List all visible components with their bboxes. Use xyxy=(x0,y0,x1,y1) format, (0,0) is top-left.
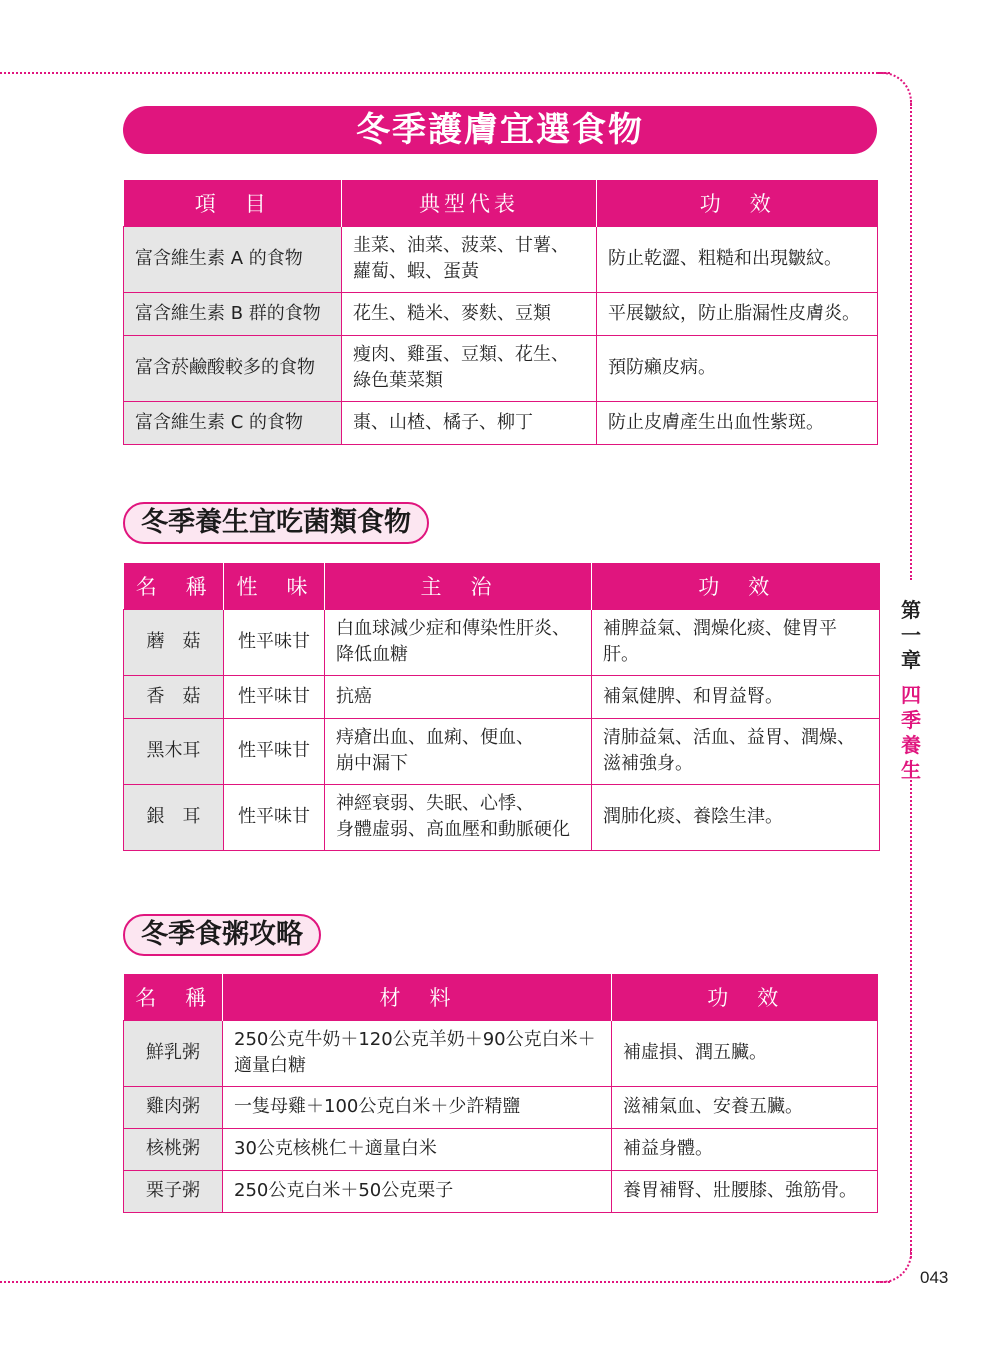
effect-cell: 防止乾澀、粗糙和出現皺紋。 xyxy=(597,226,878,292)
effect-cell: 平展皺紋，防止脂漏性皮膚炎。 xyxy=(597,292,878,335)
table-row xyxy=(124,675,880,718)
item-cell: 富含維生素 C 的食物 xyxy=(124,401,342,444)
cell-line: 250公克白米＋50公克栗子 xyxy=(234,1180,454,1201)
congee-table xyxy=(123,974,878,1213)
table-row xyxy=(124,292,878,335)
cell-line: 滋補強身。 xyxy=(603,753,693,774)
treats-cell xyxy=(325,718,592,784)
treats-cell xyxy=(325,784,592,850)
table-row xyxy=(124,718,880,784)
cell-line: 痔瘡出血、血痢、便血、 xyxy=(336,727,534,748)
table-header-row xyxy=(124,180,878,226)
cell-line: 綠色葉菜類 xyxy=(353,370,443,391)
cell-line: 白血球減少症和傳染性肝炎、 xyxy=(336,618,570,639)
fungi-table xyxy=(123,563,880,851)
cell-line: 適量白糖 xyxy=(234,1055,306,1076)
cell-line: 250公克牛奶＋120公克羊奶＋90公克白米＋ xyxy=(234,1029,596,1050)
nature-cell: 性平味甘 xyxy=(224,609,325,675)
season-char: 季 xyxy=(901,708,921,732)
cell-line: 花生、糙米、麥麩、豆類 xyxy=(353,302,551,324)
effect-cell: 補虛損、潤五臟。 xyxy=(612,1020,878,1086)
frame-corner-top xyxy=(878,72,912,106)
cell-line: 清肺益氣、活血、益胃、潤燥、 xyxy=(603,727,855,748)
table-row xyxy=(124,401,878,444)
table-row xyxy=(124,1086,878,1128)
ingredients-cell xyxy=(223,1086,612,1128)
nature-cell: 性平味甘 xyxy=(224,718,325,784)
page-number: 043 xyxy=(920,1268,949,1287)
chapter-side-tab xyxy=(897,598,925,783)
item-cell: 富含維生素 B 群的食物 xyxy=(124,292,342,335)
item-cell: 富含維生素 A 的食物 xyxy=(124,226,342,292)
effect-cell xyxy=(592,718,880,784)
effect-cell: 補益身體。 xyxy=(612,1128,878,1170)
column-header: 名 稱 xyxy=(124,974,223,1020)
column-header: 材 料 xyxy=(223,974,612,1020)
treats-cell xyxy=(325,609,592,675)
frame-border-right-lower xyxy=(910,772,912,1258)
table-header-row xyxy=(124,563,880,609)
effect-cell xyxy=(592,609,880,675)
name-cell: 鮮乳粥 xyxy=(124,1020,223,1086)
frame-corner-bottom xyxy=(878,1250,912,1283)
examples-cell xyxy=(342,401,597,444)
cell-line: 瘦肉、雞蛋、豆類、花生、 xyxy=(353,344,569,365)
nature-cell: 性平味甘 xyxy=(224,675,325,718)
ingredients-cell xyxy=(223,1020,612,1086)
cell-line: 一隻母雞＋100公克白米＋少許精鹽 xyxy=(234,1096,521,1117)
table-header-row xyxy=(124,974,878,1020)
column-header: 項 目 xyxy=(124,180,342,226)
table-row xyxy=(124,1128,878,1170)
cell-line: 棗、山楂、橘子、柳丁 xyxy=(353,411,533,433)
table-row xyxy=(124,784,880,850)
table-row xyxy=(124,335,878,401)
chapter-char: 一 xyxy=(901,623,921,647)
table-row xyxy=(124,1170,878,1212)
name-cell: 黑木耳 xyxy=(124,718,224,784)
chapter-char: 章 xyxy=(901,648,921,672)
table-row xyxy=(124,609,880,675)
cell-line: 降低血糖 xyxy=(336,644,408,665)
name-cell: 栗子粥 xyxy=(124,1170,223,1212)
column-header: 功 效 xyxy=(612,974,878,1020)
skin-foods-table xyxy=(123,180,878,445)
name-cell: 雞肉粥 xyxy=(124,1086,223,1128)
season-char: 養 xyxy=(901,733,921,757)
table-row xyxy=(124,226,878,292)
column-header: 性 味 xyxy=(224,563,325,609)
cell-line: 30公克核桃仁＋適量白米 xyxy=(234,1138,437,1159)
ingredients-cell xyxy=(223,1128,612,1170)
section-title-fungi: 冬季養生宜吃菌類食物 xyxy=(123,502,429,544)
table-row xyxy=(124,1020,878,1086)
cell-line: 神經衰弱、失眠、心悸、 xyxy=(336,793,534,814)
frame-border-bottom xyxy=(0,1281,890,1283)
cell-line: 身體虛弱、高血壓和動脈硬化 xyxy=(336,819,570,840)
effect-cell xyxy=(592,784,880,850)
column-header: 功 效 xyxy=(592,563,880,609)
main-banner-title: 冬季護膚宜選食物 xyxy=(123,106,877,154)
effect-cell: 預防癩皮病。 xyxy=(597,335,878,401)
frame-border-right xyxy=(910,100,912,580)
column-header: 主 治 xyxy=(325,563,592,609)
examples-cell xyxy=(342,335,597,401)
examples-cell xyxy=(342,226,597,292)
column-header: 典型代表 xyxy=(342,180,597,226)
name-cell: 香 菇 xyxy=(124,675,224,718)
ingredients-cell xyxy=(223,1170,612,1212)
name-cell: 核桃粥 xyxy=(124,1128,223,1170)
season-char: 生 xyxy=(901,758,921,782)
effect-cell: 滋補氣血、安養五臟。 xyxy=(612,1086,878,1128)
nature-cell: 性平味甘 xyxy=(224,784,325,850)
effect-cell: 養胃補腎、壯腰膝、強筋骨。 xyxy=(612,1170,878,1212)
cell-line: 潤肺化痰、養陰生津。 xyxy=(603,806,783,827)
effect-cell: 防止皮膚產生出血性紫斑。 xyxy=(597,401,878,444)
cell-line: 蘿蔔、蝦、蛋黃 xyxy=(353,261,479,282)
cell-line: 韭菜、油菜、菠菜、甘薯、 xyxy=(353,235,569,256)
effect-cell xyxy=(592,675,880,718)
cell-line: 崩中漏下 xyxy=(336,753,408,774)
chapter-char: 第 xyxy=(901,598,921,622)
examples-cell xyxy=(342,292,597,335)
name-cell: 銀 耳 xyxy=(124,784,224,850)
cell-line: 補氣健脾、和胃益腎。 xyxy=(603,685,783,707)
item-cell: 富含菸鹼酸較多的食物 xyxy=(124,335,342,401)
treats-cell xyxy=(325,675,592,718)
cell-line: 抗癌 xyxy=(336,685,372,707)
season-char: 四 xyxy=(901,683,921,707)
name-cell: 蘑 菇 xyxy=(124,609,224,675)
frame-border-top xyxy=(0,72,890,74)
section-title-congee: 冬季食粥攻略 xyxy=(123,914,321,956)
column-header: 名 稱 xyxy=(124,563,224,609)
column-header: 功 效 xyxy=(597,180,878,226)
cell-line: 補脾益氣、潤燥化痰、健胃平肝。 xyxy=(603,618,837,665)
